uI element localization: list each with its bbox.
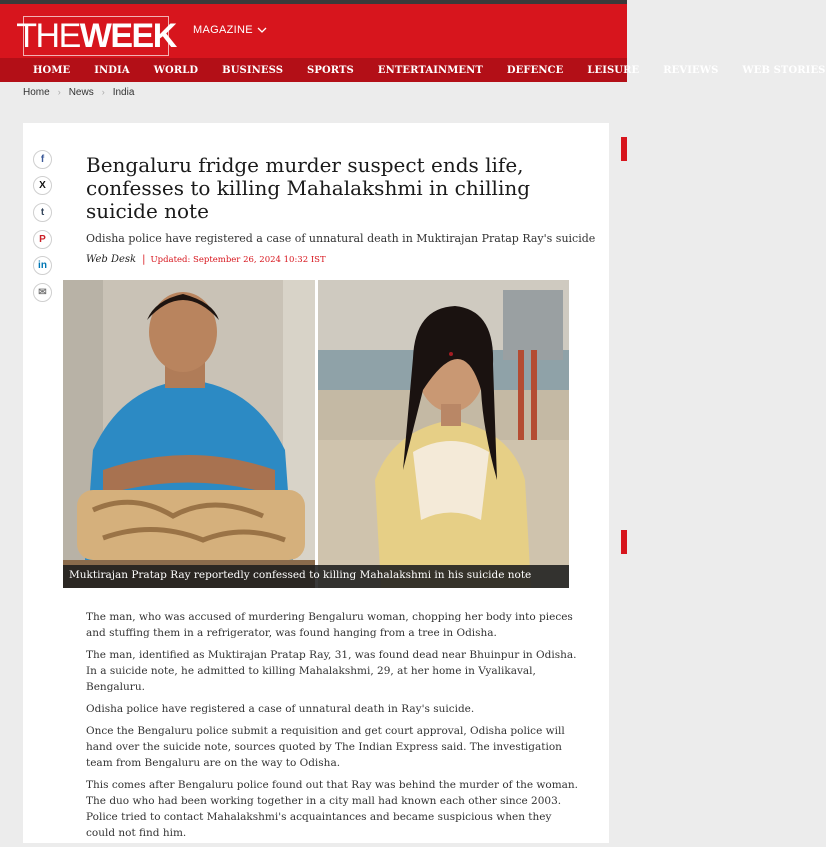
article-paragraph: Once the Bengaluru police submit a requisition and get court approval, Odisha police will hand over the suicide note, sources quoted by The Indian Express said. The investigation team from Bengaluru are on the way to Odisha. [86,725,565,769]
nav-item-sports[interactable]: SPORTS [307,64,354,76]
pinterest-share-icon[interactable]: P [33,230,52,249]
article-paragraph: Odisha police have registered a case of unnatural death in Ray's suicide. [86,703,475,715]
main-nav [0,58,826,82]
article-photo-image [63,280,569,588]
breadcrumb-news[interactable]: News [68,86,94,98]
facebook-share-icon[interactable]: f [33,150,52,169]
email-share-icon[interactable]: ✉ [33,283,52,302]
article-paragraph: The man, who was accused of murdering Bengaluru woman, chopping her body into pieces and stuffing them in a refrigerator, was found hanging from a tree in Odisha. [86,611,573,639]
linkedin-share-icon[interactable]: in [33,256,52,275]
nav-item-india[interactable]: INDIA [94,64,130,76]
magazine-label: MAGAZINE [193,24,253,36]
article-subtitle: Odisha police have registered a case of unnatural death in Muktirajan Pratap Ray's suicide [86,232,596,245]
masthead [0,4,627,58]
article-body [86,609,582,847]
breadcrumb-india[interactable]: India [112,86,135,98]
magazine-menu[interactable] [193,24,267,36]
logo-week: WEEK [79,16,176,55]
nav-item-business[interactable]: BUSINESS [222,64,284,76]
side-tab-top[interactable] [621,137,627,161]
nav-item-reviews[interactable]: REVIEWS [663,64,719,76]
nav-item-world[interactable]: WORLD [153,64,199,76]
article-title: Bengaluru fridge murder suspect ends life, confesses to killing Mahalakshmi in chilling suicide note [86,153,531,223]
updated-timestamp: Updated: September 26, 2024 10:32 IST [150,254,326,265]
author-link[interactable]: Web Desk [86,254,137,265]
nav-item-web-stories[interactable]: WEB STORIES [742,64,826,76]
tumblr-share-icon[interactable]: t [33,203,52,222]
byline-divider: | [142,254,146,265]
nav-item-leisure[interactable]: LEISURE [587,64,640,76]
site-logo[interactable] [16,16,176,56]
chevron-down-icon [257,27,267,34]
photo-caption: Muktirajan Pratap Ray reportedly confessed to killing Mahalakshmi in his suicide note [69,569,532,581]
nav-item-entertainment[interactable]: ENTERTAINMENT [377,64,483,76]
chevron-right-icon: › [101,87,105,97]
breadcrumb-home[interactable]: Home [23,86,50,98]
article-photo[interactable] [63,280,569,588]
nav-item-defence[interactable]: DEFENCE [506,64,564,76]
chevron-right-icon: › [57,87,61,97]
article-paragraph: The man, identified as Muktirajan Pratap Ray, 31, was found dead near Bhuinpur in Odisha. In a suicide note, he admitted to killing Mahalakshmi, 29, at her home in Vyalikaval, Bengaluru. [86,649,577,693]
logo-the: THE [16,16,80,55]
byline [86,254,326,265]
nav-item-home[interactable]: HOME [33,64,71,76]
x-share-icon[interactable]: X [33,176,52,195]
article-paragraph: This comes after Bengaluru police found out that Ray was behind the murder of the woman. The duo who had been working together in a city mall had known each other since 2003. Police tried to contact Mahalakshmi's acquaintances and became suspicious when they could not find him. [86,779,579,839]
side-tab-bottom[interactable] [621,530,627,554]
breadcrumb [23,86,134,98]
